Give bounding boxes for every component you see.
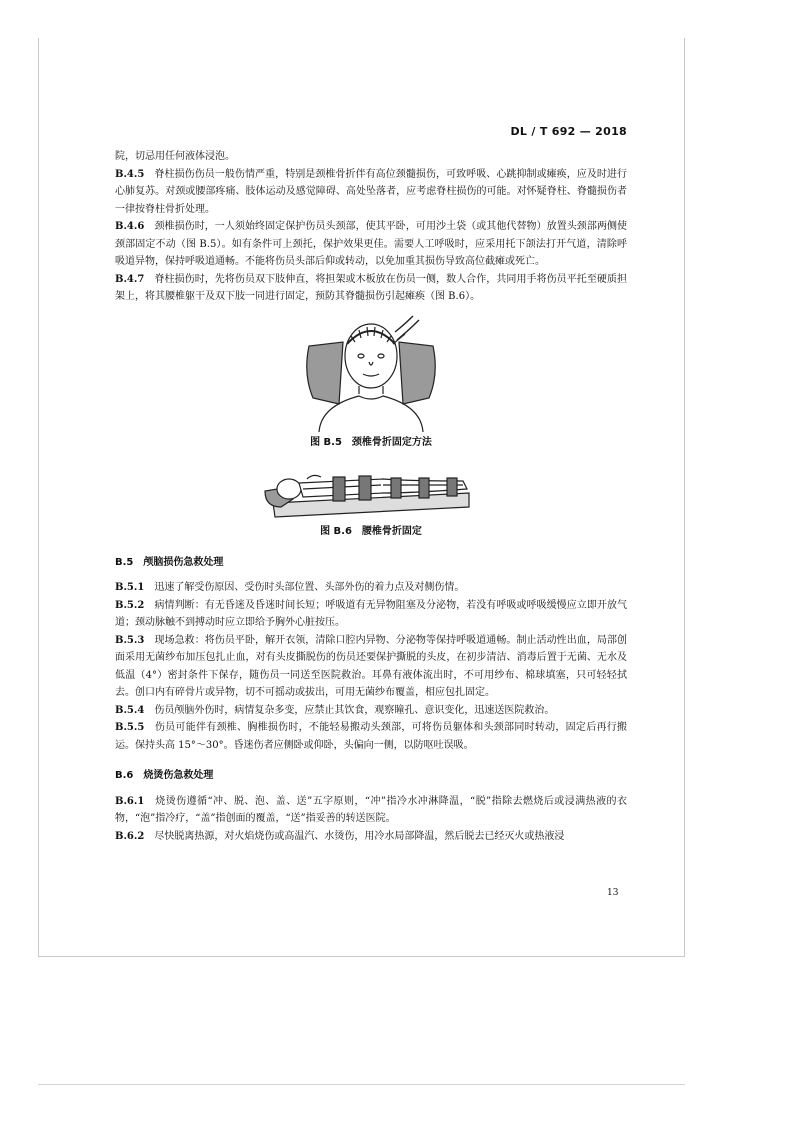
clause-text: 脊柱损伤时，先将伤员双下肢伸直，将担架或木板放在伤员一侧，数人合作，共同用手将伤员平托至硬质担架上，将其腰椎躯干及双下肢一同进行固定，预防其脊髓损伤引起瘫痪（图 B.6）。 <box>115 273 628 302</box>
figure-caption: 图 B.6 腰椎骨折固定 <box>320 526 422 537</box>
section-title-b6: B.6 烧烫伤急救处理 <box>115 770 214 781</box>
lumbar-fixation-illustration <box>263 463 479 521</box>
clause-number: B.5.2 <box>115 599 145 611</box>
clause-number: B.5.3 <box>115 634 145 646</box>
footer-divider <box>38 1084 685 1085</box>
figure-b6 <box>115 463 627 541</box>
clause-number: B.4.5 <box>115 168 145 180</box>
figure-b5 <box>115 314 627 452</box>
clause-number: B.6.1 <box>115 795 145 807</box>
clause-text: 尽快脱离热源，对火焰烧伤或高温汽、水烫伤，用冷水局部降温，然后脱去已经灭火或热液浸 <box>154 830 565 842</box>
clause-text: 伤员颅脑外伤时，病情复杂多变，应禁止其饮食，观察瞳孔、意识变化，迅速送医院救治。 <box>154 704 555 716</box>
clause-b-5-4 <box>115 702 627 720</box>
clause-b-4-7 <box>115 271 627 306</box>
clause-b-4-5 <box>115 166 627 219</box>
clause-text: 伤员可能伴有颈椎、胸椎损伤时，不能轻易搬动头颈部，可将伤员躯体和头颈部同时转动，固定后再行搬运。保持头高 15°～30°。昏迷伤者应侧卧或仰卧，头偏向一侧，以防呕吐误吸。 <box>115 722 628 751</box>
clause-b-5-2 <box>115 597 627 632</box>
clause-b-4-6 <box>115 218 627 271</box>
clause-number: B.6.2 <box>115 830 145 842</box>
clause-b-6-1 <box>115 793 627 828</box>
page-border-left <box>38 38 39 956</box>
clause-text: 颈椎损伤时，一人须始终固定保护伤员头颈部，使其平卧，可用沙土袋（或其他代替物）放置头颈部两侧使颈部固定不动（图 B.5）。如有条件可上颈托，保护效果更佳。需要人工呼吸时，应采用托下颌法打开气道，清除呼吸道异物，保持呼吸道通畅。不能将伤员头部后仰或转动，以免加重其损伤导致高位截瘫或死亡。 <box>115 221 628 267</box>
clause-text: 脊柱损伤伤员一般伤情严重，特别是颈椎骨折伴有高位颈髓损伤，可致呼吸、心跳抑制或瘫痪，应及时进行心肺复苏。对颈或腰部疼痛、肢体运动及感觉障碍、高处坠落者，应考虑脊柱损伤的可能。对怀疑脊柱、脊髓损伤者一律按脊柱骨折处理。 <box>115 168 628 215</box>
page-number: 13 <box>607 888 619 898</box>
neck-fixation-illustration <box>301 314 441 432</box>
clause-text: 病情判断：有无昏迷及昏迷时间长短；呼吸道有无异物阻塞及分泌物，若没有呼吸或呼吸缓慢应立即开放气道；颈动脉触不到搏动时应立即给予胸外心脏按压。 <box>115 599 628 628</box>
clause-b-6-2 <box>115 828 627 846</box>
page-border-bottom <box>38 956 685 957</box>
clause-number: B.5.4 <box>115 704 145 716</box>
page-border-right <box>684 38 685 956</box>
clause-b-5-1 <box>115 579 627 597</box>
clause-number: B.5.5 <box>115 722 145 733</box>
clause-b-5-5 <box>115 719 627 754</box>
clause-number: B.4.7 <box>115 273 145 285</box>
clause-number: B.4.6 <box>115 221 145 232</box>
clause-number: B.5.1 <box>115 582 145 593</box>
section-title-b5: B.5 颅脑损伤急救处理 <box>115 556 224 568</box>
intro-text: 院，切忌用任何液体浸泡。 <box>115 151 235 162</box>
page-content <box>115 148 627 845</box>
clause-text: 现场急救：将伤员平卧，解开衣领，清除口腔内异物、分泌物等保持呼吸道通畅。制止活动性出血，局部创面采用无菌纱布加压包扎止血，对有头皮撕脱伤的伤员还要保护撕脱的头皮，在初步清洁、消毒后置于无菌、无水及低温（4°）密封条件下保存，随伤员一同送至医院救治。耳鼻有液体流出时，不可用纱布、棉球填塞，只可轻轻拭去。创口内有碎骨片或异物，切不可摇动或拔出，可用无菌纱布覆盖，相应包扎固定。 <box>115 634 628 698</box>
clause-b-5-3 <box>115 632 627 702</box>
figure-caption: 图 B.5 颈椎骨折固定方法 <box>310 436 432 448</box>
document-code: DL / T 692 — 2018 <box>510 125 627 138</box>
clause-text: 迅速了解受伤原因、受伤时头部位置、头部外伤的着力点及对侧伤情。 <box>154 582 465 593</box>
clause-text: 烧烫伤遵循“冲、脱、泡、盖、送”五字原则，“冲”指冷水冲淋降温，“脱”指除去燃烧后或浸满热液的衣物，“泡”指冷疗，“盖”指创面的覆盖，“送”指妥善的转送医院。 <box>115 795 627 824</box>
